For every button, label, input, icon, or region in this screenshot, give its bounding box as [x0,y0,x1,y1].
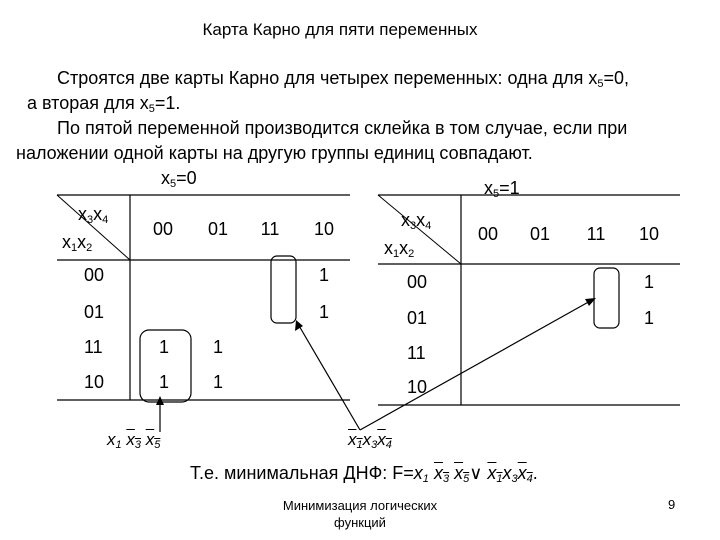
right-corner-bottom-label: $x_1x_2$ [384,238,415,260]
conclusion-formula: Т.е. минимальная ДНФ: $F=x_1$ $x_3$ $x_5\vee$ $x_1x_3x_4$. [190,463,538,485]
left-row-header: 10 [84,372,105,392]
left-row-header: 01 [84,302,105,322]
left-row-header: 11 [84,337,103,357]
left-cell-r1-c3: 1 [318,302,329,322]
right-col-header: 11 [586,224,606,244]
right-row-header: 00 [407,272,428,292]
right-group-col10 [594,268,619,328]
right-row-header: 11 [407,343,426,363]
right-row-header: 01 [407,308,428,328]
arrow-right-col-shaft [360,300,592,430]
right-col-header: 00 [477,224,499,244]
arrow-left-col-shaft [298,324,360,430]
left-group-col10 [271,256,296,323]
paragraph-2-line-1: По пятой переменной производится склейка в том случае, если при [57,118,628,138]
left-cell-r2-c0: 1 [158,337,169,357]
left-row-header: 00 [84,265,105,285]
right-row-header: 10 [407,377,428,397]
left-cell-r2-c1: 1 [212,337,223,357]
left-col-header: 00 [152,219,174,239]
right-cell-r0-c3: 1 [643,272,654,292]
page-number: 9 [668,497,676,512]
right-implicant-term: $x_1x_3x_4$ [348,430,392,451]
left-cell-r0-c3: 1 [318,265,329,285]
left-col-header: 10 [313,219,335,239]
paragraph-1-line-2: а вторая для $x_5=1$. [27,93,181,115]
paragraph-2-line-2: наложении одной карты на другую группы единиц совпадают. [16,143,533,163]
footer-text: Минимизация логических функций [282,498,438,530]
right-col-header: 01 [529,224,551,244]
slide-title: Карта Карно для пяти переменных [202,20,478,39]
left-implicant-term: $x_1$ $x_3$ $x_5$ [107,430,161,451]
left-col-header: 01 [207,219,229,239]
left-cell-r3-c1: 1 [212,372,223,392]
right-corner-top-label: $x_3x_4$ [401,210,432,232]
left-corner-bottom-label: $x_1x_2$ [62,232,93,254]
right-cell-r1-c3: 1 [643,308,654,328]
right-map-label: $x_5=1$ [484,178,520,200]
left-map-label: $x_5=0$ [161,168,197,190]
left-cell-r3-c0: 1 [158,372,169,392]
left-corner-top-label: $x_3x_4$ [78,204,109,226]
left-col-header: 11 [260,219,280,239]
right-col-header: 10 [638,224,660,244]
paragraph-1-line-1: Строятся две карты Карно для четырех переменных: одна для $x_5=0$, [57,68,630,90]
